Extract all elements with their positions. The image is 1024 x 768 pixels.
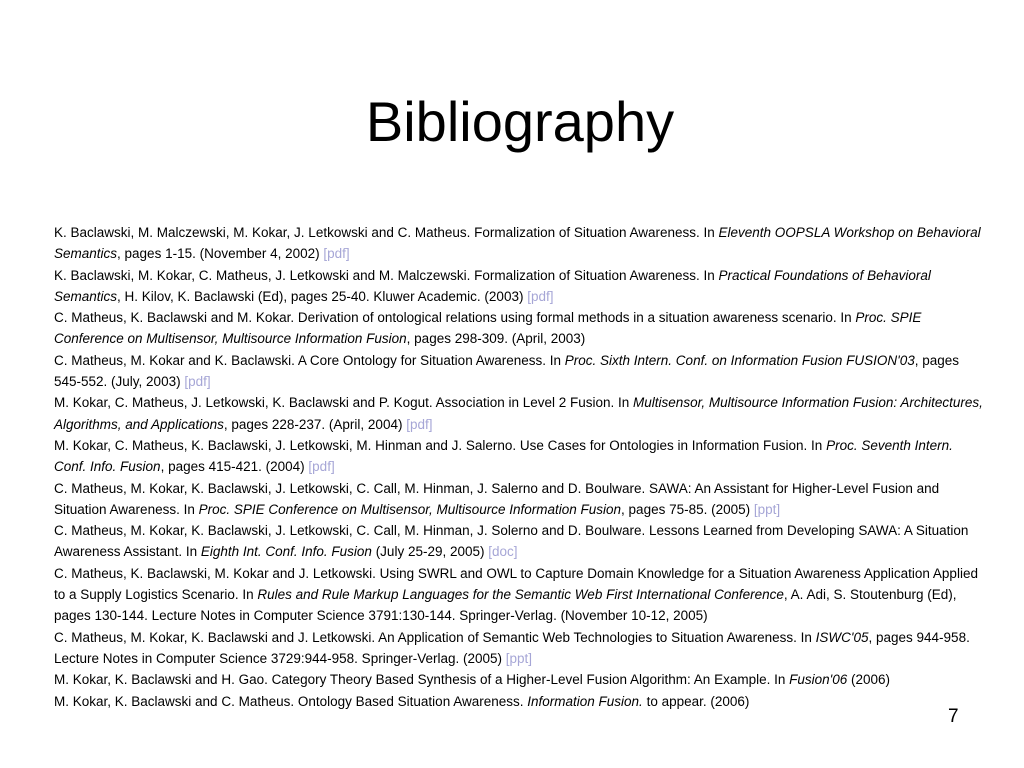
reference-entry xyxy=(54,627,984,670)
reference-entry xyxy=(54,563,984,627)
reference-venue: Multisensor, Multisource Information Fusion: Architectures, Algorithms, and Applications xyxy=(54,395,983,432)
reference-download-link[interactable]: [ppt] xyxy=(505,650,533,666)
reference-venue: Rules and Rule Markup Languages for the Semantic Web First International Conference xyxy=(257,587,784,603)
reference-entry xyxy=(54,669,984,690)
reference-download-link[interactable]: [pdf] xyxy=(323,246,350,262)
reference-entry xyxy=(54,520,984,563)
reference-download-link[interactable]: [pdf] xyxy=(406,416,433,432)
reference-venue: Proc. SPIE Conference on Multisensor, Multisource Information Fusion xyxy=(198,501,622,517)
reference-authors-title: K. Baclawski, M. Malczewski, M. Kokar, J. Letkowski and C. Matheus. Formalization of Situation Awareness. In xyxy=(54,225,719,240)
reference-authors-title: M. Kokar, C. Matheus, K. Baclawski, J. Letkowski, M. Hinman and J. Salerno. Use Cases for Ontologies in Information Fusion. In xyxy=(54,437,827,453)
reference-authors-title: M. Kokar, K. Baclawski and C. Matheus. Ontology Based Situation Awareness. xyxy=(54,693,528,709)
reference-venue: Practical Foundations of Behavioral Semantics xyxy=(54,267,931,304)
reference-details: , pages 75-85. (2005) xyxy=(621,501,754,517)
reference-entry xyxy=(54,350,984,393)
reference-details: , pages 1-15. (November 4, 2002) xyxy=(117,246,324,262)
reference-authors-title: C. Matheus, M. Kokar, K. Baclawski, J. Letkowski, C. Call, M. Hinman, J. Solerno and D. Boulware. Lessons Learned from Developing SAWA: A Situation Awareness Assistant. In xyxy=(54,523,969,560)
slide-title: Bibliography xyxy=(365,90,675,153)
reference-download-link[interactable]: [pdf] xyxy=(184,374,211,390)
reference-venue: Information Fusion. xyxy=(527,693,643,709)
reference-download-link[interactable]: [doc] xyxy=(488,544,518,560)
reference-entry xyxy=(54,435,984,478)
reference-authors-title: C. Matheus, K. Baclawski, M. Kokar and J. Letkowski. Using SWRL and OWL to Capture Domain Knowledge for a Situation Awareness Application Applied to a Supply Logistics Scenario. In xyxy=(54,565,978,603)
reference-download-link[interactable]: [pdf] xyxy=(527,288,554,304)
reference-details: , pages 944-958. Lecture Notes in Computer Science 3729:944-958. Springer-Verlag. (2005) xyxy=(54,629,970,666)
page-number: 7 xyxy=(948,706,959,727)
reference-details: , pages 545-552. (July, 2003) xyxy=(54,352,960,390)
reference-venue: Fusion'06 xyxy=(789,672,848,688)
reference-venue: ISWC'05 xyxy=(815,629,869,645)
reference-authors-title: C. Matheus, K. Baclawski and M. Kokar. Derivation of ontological relations using formal methods in a situation awareness scenario. In xyxy=(54,310,856,326)
reference-download-link[interactable]: [pdf] xyxy=(308,459,335,475)
reference-authors-title: C. Matheus, M. Kokar and K. Baclawski. A Core Ontology for Situation Awareness. In xyxy=(54,352,565,368)
reference-authors-title: M. Kokar, C. Matheus, J. Letkowski, K. Baclawski and P. Kogut. Association in Level 2 Fusion. In xyxy=(54,395,634,411)
reference-details: , pages 415-421. (2004) xyxy=(160,459,309,475)
reference-entry xyxy=(54,222,984,265)
reference-venue: Proc. Sixth Intern. Conf. on Information Fusion FUSION'03 xyxy=(564,352,915,368)
reference-entry xyxy=(54,691,984,712)
reference-download-link[interactable]: [ppt] xyxy=(753,501,781,517)
reference-entry xyxy=(54,478,984,521)
reference-entry xyxy=(54,392,984,435)
reference-details: (July 25-29, 2005) xyxy=(371,544,489,560)
reference-entry xyxy=(54,307,984,350)
reference-venue: Proc. SPIE Conference on Multisensor, Multisource Information Fusion xyxy=(54,310,922,347)
reference-details: (2006) xyxy=(847,672,891,688)
reference-authors-title: C. Matheus, M. Kokar, K. Baclawski, J. Letkowski, C. Call, M. Hinman, J. Salerno and D. Boulware. SAWA: An Assistant for Higher-Level Fusion and Situation Awareness. In xyxy=(54,480,940,517)
reference-list xyxy=(54,222,984,712)
reference-details: , pages 228-237. (April, 2004) xyxy=(223,416,407,432)
reference-authors-title: M. Kokar, K. Baclawski and H. Gao. Category Theory Based Synthesis of a Higher-Level Fusion Algorithm: An Example. In xyxy=(54,672,790,688)
reference-venue: Eighth Int. Conf. Info. Fusion xyxy=(200,544,372,560)
reference-details: , H. Kilov, K. Baclawski (Ed), pages 25-40. Kluwer Academic. (2003) xyxy=(117,288,528,304)
reference-authors-title: C. Matheus, M. Kokar, K. Baclawski and J. Letkowski. An Application of Semantic Web Technologies to Situation Awareness. In xyxy=(54,629,816,645)
reference-details: , A. Adi, S. Stoutenburg (Ed), pages 130-144. Lecture Notes in Computer Science 3791:130-144. Springer-Verlag. (November 10-12, 2005) xyxy=(54,587,957,624)
reference-entry xyxy=(54,265,984,308)
reference-authors-title: K. Baclawski, M. Kokar, C. Matheus, J. Letkowski and M. Malczewski. Formalization of Situation Awareness. In xyxy=(54,267,719,283)
reference-venue: Proc. Seventh Intern. Conf. Info. Fusion xyxy=(54,437,953,475)
reference-venue: Eleventh OOPSLA Workshop on Behavioral Semantics xyxy=(54,225,981,262)
reference-details: to appear. (2006) xyxy=(642,693,750,709)
reference-details: , pages 298-309. (April, 2003) xyxy=(406,331,586,347)
